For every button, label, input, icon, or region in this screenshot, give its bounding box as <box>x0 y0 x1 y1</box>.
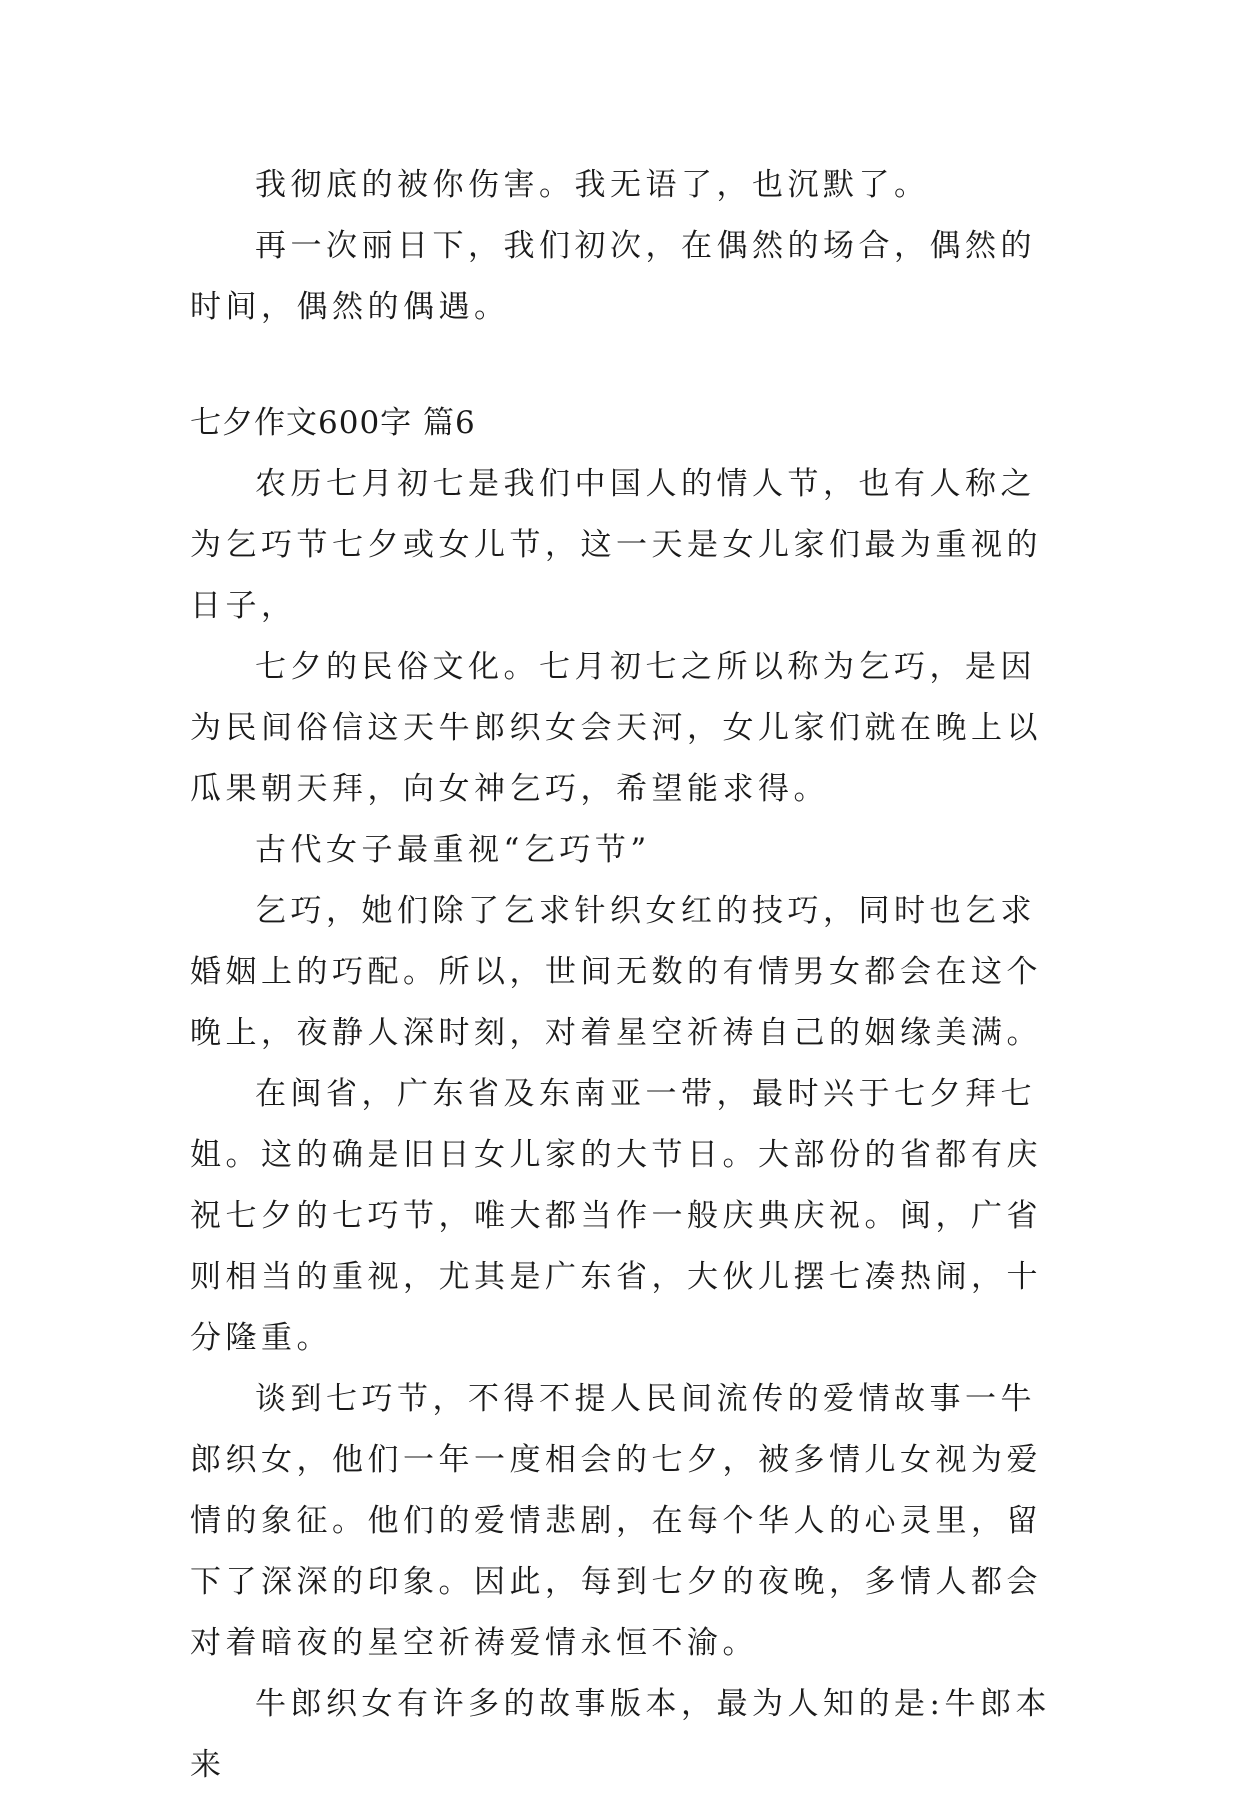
paragraph: 农历七月初七是我们中国人的情人节，也有人称之为乞巧节七夕或女儿节，这一天是女儿家们最为重视的日子， <box>190 466 1042 624</box>
section-spacer <box>190 338 1070 393</box>
section-heading: 七夕作文600字 篇6 <box>190 405 476 441</box>
document-body <box>190 155 1070 1796</box>
paragraph: 再一次丽日下，我们初次，在偶然的场合，偶然的时间，偶然的偶遇。 <box>190 228 1036 325</box>
paragraph: 在闽省，广东省及东南亚一带，最时兴于七夕拜七姐。这的确是旧日女儿家的大节日。大部份的省都有庆祝七夕的七巧节，唯大都当作一般庆典庆祝。闽，广省则相当的重视，尤其是广东省，大伙儿摆七凑热闹，十分隆重。 <box>190 1076 1042 1356</box>
paragraph: 我彻底的被你伤害。我无语了，也沉默了。 <box>255 167 930 203</box>
paragraph: 乞巧，她们除了乞求针织女红的技巧，同时也乞求婚姻上的巧配。所以，世间无数的有情男女都会在这个晚上，夜静人深时刻，对着星空祈祷自己的姻缘美满。 <box>190 893 1042 1051</box>
paragraph: 古代女子最重视“乞巧节” <box>255 832 651 868</box>
paragraph: 七夕的民俗文化。七月初七之所以称为乞巧，是因为民间俗信这天牛郎织女会天河，女儿家们就在晚上以瓜果朝天拜，向女神乞巧，希望能求得。 <box>190 649 1042 807</box>
paragraph: 谈到七巧节，不得不提人民间流传的爱情故事一牛郎织女，他们一年一度相会的七夕，被多情儿女视为爱情的象征。他们的爱情悲剧，在每个华人的心灵里，留下了深深的印象。因此，每到七夕的夜晚，多情人都会对着暗夜的星空祈祷爱情永恒不渝。 <box>190 1381 1042 1661</box>
paragraph: 牛郎织女有许多的故事版本，最为人知的是:牛郎本来 <box>190 1686 1051 1783</box>
